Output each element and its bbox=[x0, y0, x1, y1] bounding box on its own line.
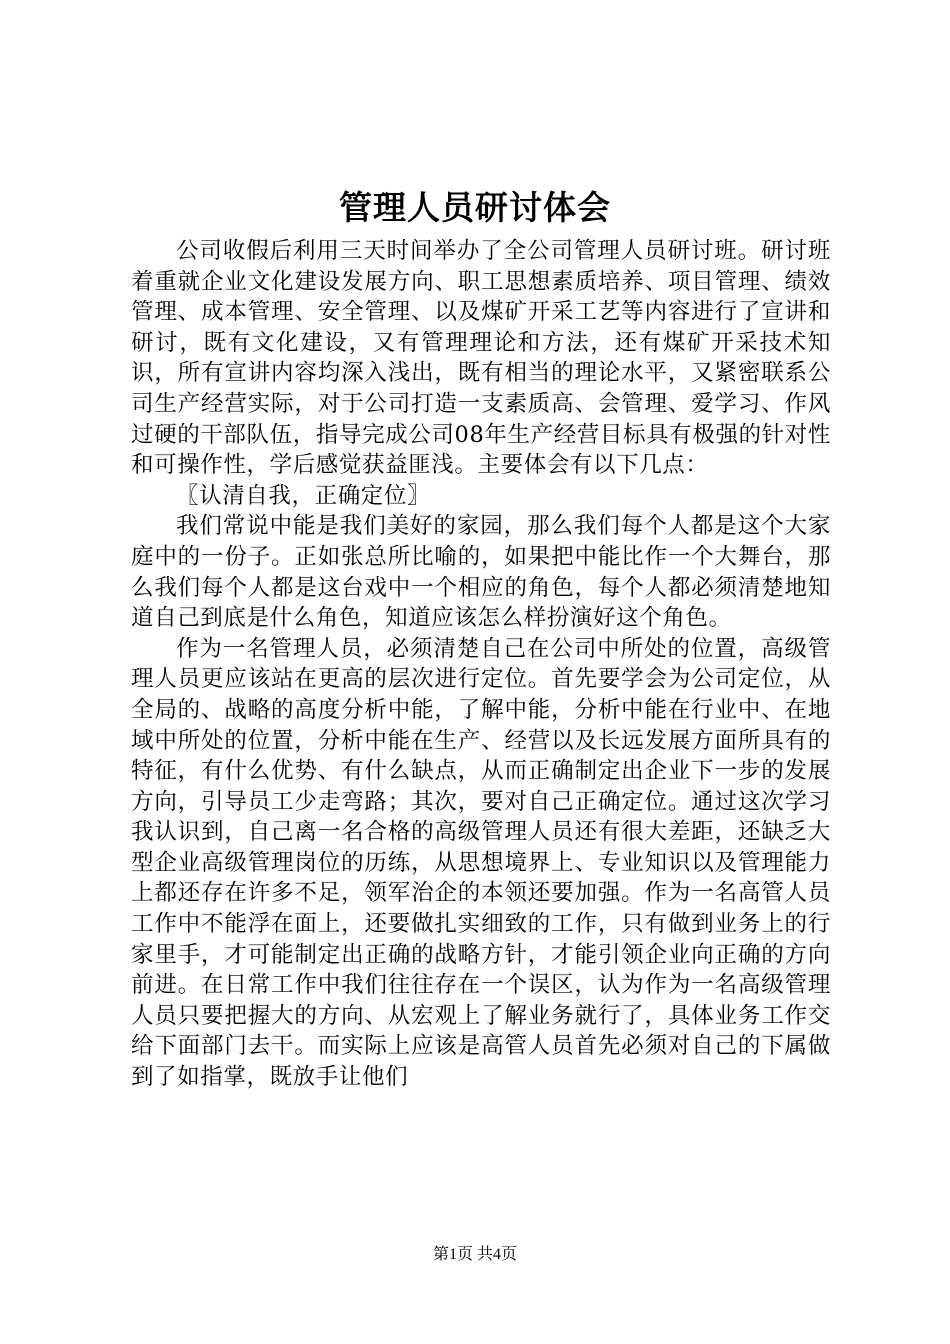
section-heading: 〖认清自我，正确定位〗 bbox=[176, 482, 431, 509]
document-title: 管理人员研讨体会 bbox=[339, 188, 611, 227]
paragraph-role: 我们常说中能是我们美好的家园，那么我们每个人都是这个大家庭中的一份子。正如张总所比喻的，如果把中能比作一个大舞台，那么我们每个人都是这台戏中一个相应的角色，每个人都必须清楚地知道自己到底是什么角色，知道应该怎么样扮演好这个角色。 bbox=[131, 513, 831, 632]
page-footer: 第1页 共4页 bbox=[432, 1246, 517, 1263]
document-body bbox=[131, 236, 831, 1093]
paragraph-positioning: 作为一名管理人员，必须清楚自己在公司中所处的位置，高级管理人员更应该站在更高的层次进行定位。首先要学会为公司定位，从全局的、战略的高度分析中能，了解中能，分析中能在行业中、在地域中所处的位置，分析中能在生产、经营以及长远发展方面所具有的特征，有什么优势、有什么缺点，从而正确制定出企业下一步的发展方向，引导员工少走弯路；其次，要对自己正确定位。通过这次学习我认识到，自己离一名合格的高级管理人员还有很大差距，还缺乏大型企业高级管理岗位的历练，从思想境界上、专业知识以及管理能力上都还存在许多不足，领军治企的本领还要加强。作为一名高管人员工作中不能浮在面上，还要做扎实细致的工作，只有做到业务上的行家里手，才可能制定出正确的战略方针，才能引领企业向正确的方向前进。在日常工作中我们往往存在一个误区，认为作为一名高级管理人员只要把握大的方向、从宏观上了解业务就行了，具体业务工作交给下面部门去干。而实际上应该是高管人员首先必须对自己的下属做到了如指掌，既放手让他们 bbox=[131, 635, 831, 1091]
paragraph-intro: 公司收假后利用三天时间举办了全公司管理人员研讨班。研讨班着重就企业文化建设发展方向、职工思想素质培养、项目管理、绩效管理、成本管理、安全管理、以及煤矿开采工艺等内容进行了宣讲和研讨，既有文化建设，又有管理理论和方法，还有煤矿开采技术知识，所有宣讲内容均深入浅出，既有相当的理论水平，又紧密联系公司生产经营实际，对于公司打造一支素质高、会管理、爱学习、作风过硬的干部队伍，指导完成公司08年生产经营目标具有极强的针对性和可操作性，学后感觉获益匪浅。主要体会有以下几点： bbox=[131, 238, 831, 479]
